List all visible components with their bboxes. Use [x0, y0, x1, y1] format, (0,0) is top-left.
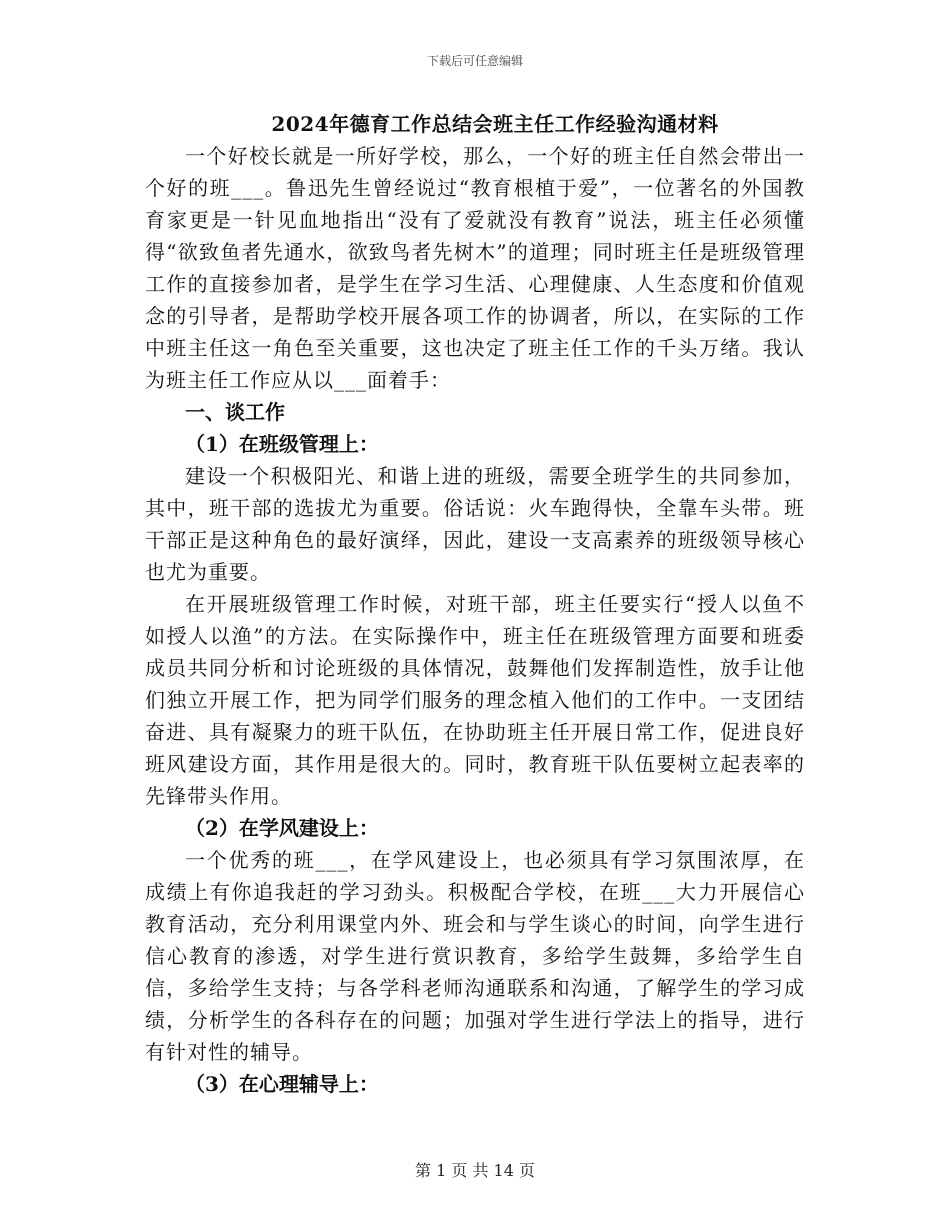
paragraph: 一个好校长就是一所好学校，那么，一个好的班主任自然会带出一个好的班___。鲁迅先生曾经说过“教育根植于爱”，一位著名的外国教育家更是一针见血地指出“没有了爱就没有教育”说法，班主任必须懂得“欲致鱼者先通水，欲致鸟者先树木”的道理；同时班主任是班级管理工作的直接参加者，是学生在学习生活、心理健康、人生态度和价值观念的引导者，是帮助学校开展各项工作的协调者，所以，在实际的工作中班主任这一角色至关重要，这也决定了班主任工作的千头万绪。我认为班主任工作应从以___面着手：	[145, 144, 805, 392]
paragraph: 一个优秀的班___，在学风建设上，也必须具有学习氛围浓厚，在成绩上有你追我赶的学习劲头。积极配合学校，在班___大力开展信心教育活动，充分利用课堂内外、班会和与学生谈心的时间，向学生进行信心教育的渗透，对学生进行赏识教育，多给学生鼓舞，多给学生自信，多给学生支持；与各学科老师沟通联系和沟通，了解学生的学习成绩，分析学生的各科存在的问题；加强对学生进行学法上的指导，进行有针对性的辅导。	[145, 848, 805, 1064]
document-body	[145, 140, 805, 1100]
page-number-footer: 第 1 页 共 14 页	[415, 1161, 535, 1180]
paragraph: 建设一个积极阳光、和谐上进的班级，需要全班学生的共同参加，其中，班干部的选拔尤为重要。俗话说：火车跑得快，全靠车头带。班干部正是这种角色的最好演绎，因此，建设一支高素养的班级领导核心也尤为重要。	[145, 464, 805, 584]
document-title: 2024年德育工作总结会班主任工作经验沟通材料	[271, 112, 719, 136]
subsection-heading: （1）在班级管理上：	[185, 432, 379, 456]
document-page	[145, 108, 805, 1100]
header-note: 下载后可任意编辑	[426, 54, 523, 68]
paragraph: 在开展班级管理工作时候，对班干部，班主任要实行“授人以鱼不如授人以渔”的方法。在实际操作中，班主任在班级管理方面要和班委成员共同分析和讨论班级的具体情况，鼓舞他们发挥制造性，放手让他们独立开展工作，把为同学们服务的理念植入他们的工作中。一支团结奋进、具有凝聚力的班干队伍，在协助班主任开展日常工作，促进良好班风建设方面，其作用是很大的。同时，教育班干队伍要树立起表率的先锋带头作用。	[145, 592, 805, 808]
section-heading: 一、谈工作	[185, 400, 285, 424]
subsection-heading: （2）在学风建设上：	[185, 816, 379, 840]
subsection-heading: （3）在心理辅导上：	[185, 1072, 379, 1096]
